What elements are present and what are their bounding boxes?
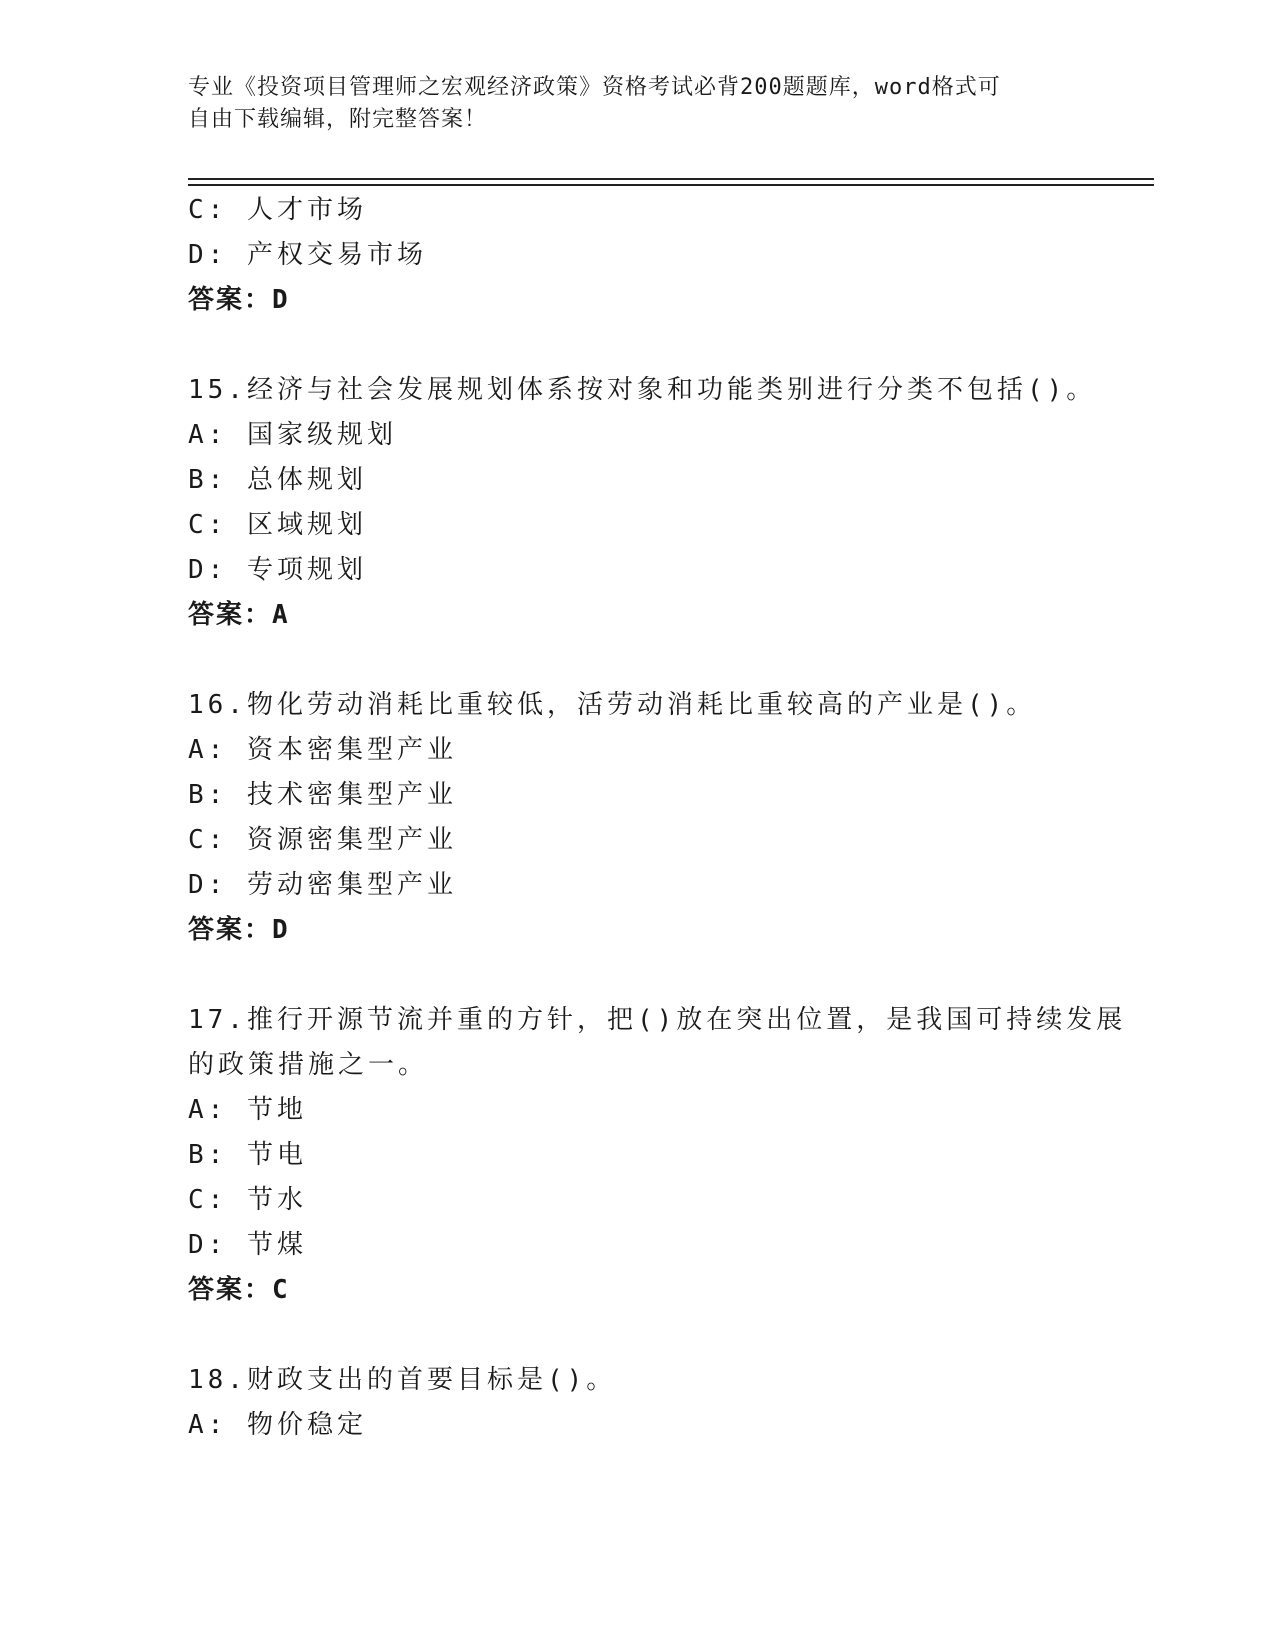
q17-option-a: A: 节地 bbox=[188, 1095, 307, 1125]
q14-answer: 答案：D bbox=[188, 285, 290, 315]
q16-option-b: B: 技术密集型产业 bbox=[188, 780, 457, 810]
header-rule-top bbox=[188, 178, 1154, 180]
q16-option-d: D: 劳动密集型产业 bbox=[188, 870, 457, 900]
q14-option-d: D: 产权交易市场 bbox=[188, 240, 427, 270]
q16-stem: 16.物化劳动消耗比重较低，活劳动消耗比重较高的产业是()。 bbox=[188, 690, 1037, 720]
q17-answer: 答案：C bbox=[188, 1275, 290, 1305]
q18-option-a: A: 物价稳定 bbox=[188, 1410, 367, 1440]
document-header bbox=[188, 72, 1088, 136]
q17-stem-line-2: 的政策措施之一。 bbox=[188, 1050, 429, 1080]
header-line-2: 自由下载编辑，附完整答案！ bbox=[188, 107, 488, 132]
header-rule-bottom bbox=[188, 184, 1154, 186]
q18-stem: 18.财政支出的首要目标是()。 bbox=[188, 1365, 617, 1395]
q16-option-a: A: 资本密集型产业 bbox=[188, 735, 457, 765]
q16-option-c: C: 资源密集型产业 bbox=[188, 825, 457, 855]
q14-option-c: C: 人才市场 bbox=[188, 195, 367, 225]
q16-answer: 答案：D bbox=[188, 915, 290, 945]
header-line-1: 专业《投资项目管理师之宏观经济政策》资格考试必背200题题库，word格式可 bbox=[188, 75, 1001, 100]
q17-option-d: D: 节煤 bbox=[188, 1230, 307, 1260]
q17-option-c: C: 节水 bbox=[188, 1185, 307, 1215]
q15-option-c: C: 区域规划 bbox=[188, 510, 367, 540]
q17-stem-line-1: 17.推行开源节流并重的方针，把()放在突出位置，是我国可持续发展 bbox=[188, 1005, 1127, 1035]
q17-option-b: B: 节电 bbox=[188, 1140, 307, 1170]
q15-answer: 答案：A bbox=[188, 600, 290, 630]
q15-option-b: B: 总体规划 bbox=[188, 465, 367, 495]
q15-stem: 15.经济与社会发展规划体系按对象和功能类别进行分类不包括()。 bbox=[188, 375, 1097, 405]
q15-option-d: D: 专项规划 bbox=[188, 555, 367, 585]
q15-option-a: A: 国家级规划 bbox=[188, 420, 397, 450]
